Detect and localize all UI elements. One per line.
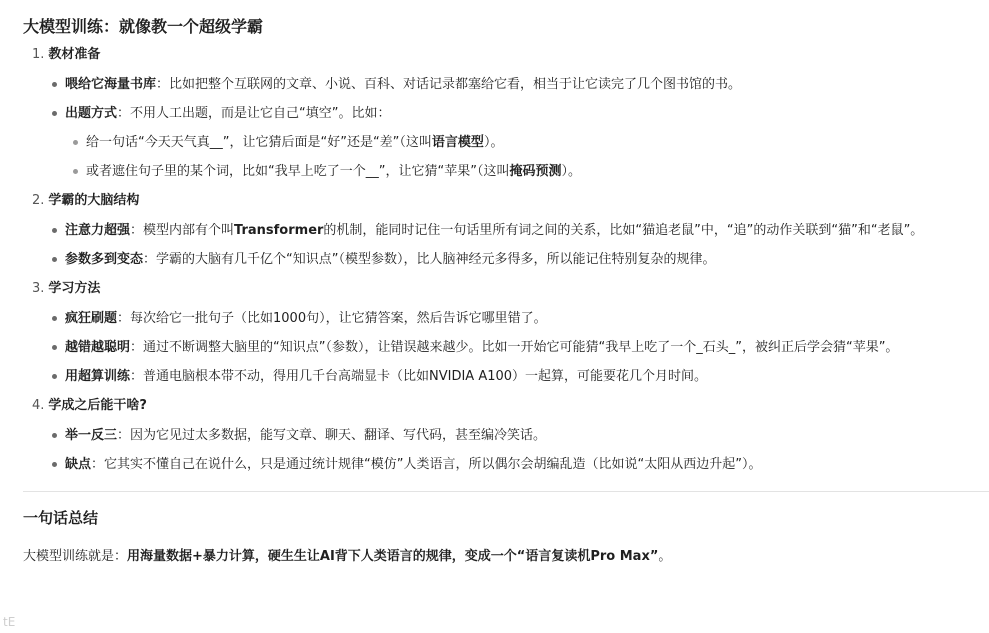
- item-text: ：它其实不懂自己在说什么，只是通过统计规律“模仿”人类语言，所以偶尔会胡编乱造（比如说“太阳从西边升起”）。: [91, 457, 762, 472]
- item-text: ：普通电脑根本带不动，得用几千台高端显卡（比如NVIDIA A100）一起算，可能要花几个月时间。: [130, 369, 708, 384]
- section-heading-text: 学习方法: [48, 281, 101, 296]
- list-item: [23, 304, 989, 333]
- item-text: ：模型内部有个叫: [130, 223, 235, 238]
- section-number: 4.: [32, 398, 45, 413]
- item-text: ：每次给它一批句子（比如1000句），让它猜答案，然后告诉它哪里错了。: [117, 311, 547, 326]
- item-keyword: 语言模型: [431, 135, 484, 150]
- item-text: ：通过不断调整大脑里的“知识点”（参数），让错误越来越少。比如一开始它可能猜“我早上吃了一个_石头_”，被纠正后学会猜“苹果”。: [130, 340, 899, 355]
- item-text: ：不用人工出题，而是让它自己“填空”。比如：: [117, 106, 391, 121]
- section-heading: [23, 186, 989, 216]
- item-keyword: 疯狂刷题: [65, 311, 118, 326]
- item-keyword: 参数多到变态: [65, 252, 144, 267]
- sub-list-item: [23, 128, 989, 157]
- item-keyword: 用超算训练: [65, 369, 131, 384]
- section-heading-text: 学成之后能干啥?: [48, 398, 147, 413]
- section-1: [23, 40, 989, 186]
- item-keyword: 喂给它海量书库: [65, 77, 157, 92]
- summary-bold: 用海量数据+暴力计算，硬生生让AI背下人类语言的规律，变成一个“语言复读机Pro Max”: [127, 549, 659, 564]
- item-text: ：因为它见过太多数据，能写文章、聊天、翻译、写代码，甚至编冷笑话。: [117, 428, 547, 443]
- section-3: [23, 274, 989, 391]
- section-heading-text: 教材准备: [48, 47, 101, 62]
- list-item: [23, 450, 989, 479]
- summary-text: [23, 546, 989, 568]
- list-item: [23, 70, 989, 99]
- item-text: 给一句话“今天天气真__”，让它猜后面是“好”还是“差”（这叫: [86, 135, 432, 150]
- item-keyword: 越错越聪明: [65, 340, 131, 355]
- item-text: ）。: [483, 135, 504, 150]
- item-text: ：学霸的大脑有几千亿个“知识点”（模型参数），比人脑神经元多得多，所以能记住特别复杂的规律。: [143, 252, 716, 267]
- list-item: [23, 216, 989, 245]
- summary-lead: 大模型训练就是：: [23, 549, 128, 564]
- item-text: 的机制，能同时记住一句话里所有词之间的关系，比如“猫追老鼠”中，“追”的动作关联到“猫”和“老鼠”。: [323, 223, 924, 238]
- section-heading: [23, 40, 989, 70]
- list-item: [23, 245, 989, 274]
- list-item: [23, 333, 989, 362]
- summary-heading: 一句话总结: [23, 509, 99, 527]
- item-text: 或者遮住句子里的某个词，比如“我早上吃了一个__”，让它猜“苹果”（这叫: [86, 164, 510, 179]
- item-keyword: Transformer: [234, 223, 324, 238]
- list-item: [23, 99, 989, 128]
- page-title: 大模型训练：就像教一个超级学霸: [23, 17, 264, 36]
- item-text: ）。: [561, 164, 581, 179]
- section-number: 2.: [32, 193, 45, 208]
- list-item: [23, 362, 989, 391]
- item-text: ：比如把整个互联网的文章、小说、百科、对话记录都塞给它看，相当于让它读完了几个图书馆的书。: [156, 77, 742, 92]
- section-heading-text: 学霸的大脑结构: [48, 193, 140, 208]
- section-2: [23, 186, 989, 274]
- sub-list-item: [23, 157, 989, 186]
- watermark-logo: tE: [3, 615, 16, 629]
- section-heading: [23, 391, 989, 421]
- section-4: [23, 391, 989, 479]
- item-keyword: 举一反三: [65, 428, 118, 443]
- section-number: 3.: [32, 281, 45, 296]
- item-keyword: 出题方式: [65, 106, 118, 121]
- section-heading: [23, 274, 989, 304]
- divider: [23, 491, 989, 492]
- item-keyword: 注意力超强: [65, 223, 131, 238]
- summary-tail: 。: [658, 549, 672, 564]
- section-number: 1.: [32, 47, 45, 62]
- item-keyword: 掩码预测: [509, 164, 562, 179]
- item-keyword: 缺点: [65, 457, 92, 472]
- list-item: [23, 421, 989, 450]
